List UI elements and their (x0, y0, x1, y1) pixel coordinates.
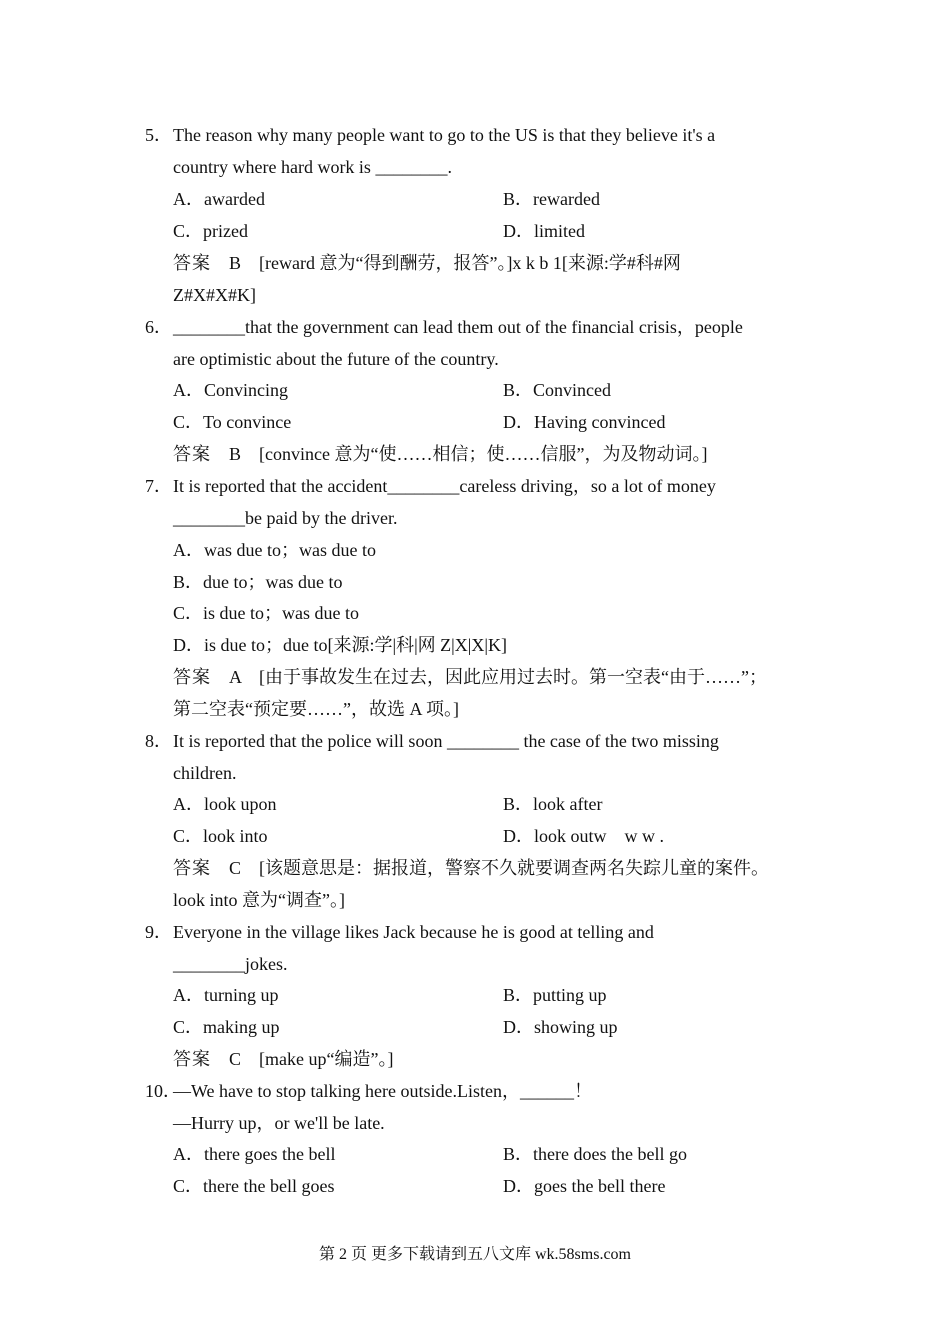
answer-text-continued: Z#X#X#K] (173, 285, 256, 305)
option-c: C．is due to；was due to (173, 603, 359, 623)
question-stem-line: —Hurry up，or we'll be late. (173, 1113, 385, 1133)
question-stem-line: —We have to stop talking here outside.Listen，______！ (173, 1081, 592, 1101)
answer-line (173, 251, 681, 275)
option-b: B．look after (503, 794, 603, 814)
option-b: B．there does the bell go (503, 1144, 687, 1164)
question-number: 9． (145, 922, 172, 942)
answer-line (173, 1047, 393, 1071)
page-footer: 第 2 页 更多下载请到五八文库 wk.58sms.com (318, 1246, 631, 1263)
option-d: D．is due to；due to[来源:学|科|网 Z|X|X|K] (173, 635, 507, 655)
option-c: C．prized (173, 221, 248, 241)
option-c: C．To convince (173, 412, 292, 432)
option-c: C．there the bell goes (173, 1176, 335, 1196)
question-number: 10． (145, 1081, 181, 1101)
option-a: A．look upon (173, 794, 277, 814)
question-stem-line: children. (173, 763, 237, 783)
option-b: B．Convinced (503, 380, 611, 400)
answer-label: 答案 (173, 253, 211, 273)
answer-label: 答案 (173, 1049, 211, 1069)
option-b: B．putting up (503, 985, 607, 1005)
option-d: D．limited (503, 221, 585, 241)
answer-text: B [reward 意为“得到酬劳，报答”。]x k b 1[来源:学#科#网 (229, 253, 681, 273)
option-a: A．was due to；was due to (173, 540, 376, 560)
option-b: B．rewarded (503, 189, 600, 209)
answer-label: 答案 (173, 444, 211, 464)
question-stem-line: are optimistic about the future of the country. (173, 349, 499, 369)
question-stem-line: It is reported that the accident________careless driving，so a lot of money (173, 476, 716, 496)
answer-text-continued: 第二空表“预定要……”，故选 A 项。] (173, 699, 459, 719)
question-stem-line: ________jokes. (173, 954, 288, 974)
answer-line (173, 442, 707, 466)
question-stem-line: The reason why many people want to go to the US is that they believe it's a (173, 125, 716, 145)
question-stem-line: country where hard work is ________. (173, 157, 452, 177)
option-a: A．Convincing (173, 380, 288, 400)
question-number: 7． (145, 476, 172, 496)
answer-line (173, 665, 767, 689)
question-stem-line: Everyone in the village likes Jack because he is good at telling and (173, 922, 654, 942)
question-number: 6． (145, 317, 172, 337)
option-d: D．goes the bell there (503, 1176, 666, 1196)
option-d: D．Having convinced (503, 412, 666, 432)
question-number: 8． (145, 731, 172, 751)
answer-label: 答案 (173, 858, 211, 878)
option-a: A．awarded (173, 189, 265, 209)
question-stem-line: ________that the government can lead them out of the financial crisis，people (173, 317, 743, 337)
answer-label: 答案 (173, 667, 211, 687)
option-d: D．look outw w w . (503, 826, 664, 846)
answer-line (173, 856, 769, 880)
question-stem-line: It is reported that the police will soon ________ the case of the two missing (173, 731, 719, 751)
option-a: A．there goes the bell (173, 1144, 336, 1164)
question-stem-line: ________be paid by the driver. (173, 508, 398, 528)
option-c: C．look into (173, 826, 268, 846)
question-number: 5． (145, 125, 172, 145)
answer-text: C [make up“编造”。] (229, 1049, 394, 1069)
answer-text: C [该题意思是：据报道，警察不久就要调查两名失踪儿童的案件。 (229, 858, 769, 878)
answer-text: B [convince 意为“使……相信；使……信服”，为及物动词。] (229, 444, 708, 464)
answer-text-continued: look into 意为“调查”。] (173, 890, 345, 910)
option-c: C．making up (173, 1017, 280, 1037)
option-a: A．turning up (173, 985, 279, 1005)
option-b: B．due to；was due to (173, 572, 343, 592)
answer-text: A [由于事故发生在过去，因此应用过去时。第一空表“由于……”； (229, 667, 767, 687)
option-d: D．showing up (503, 1017, 618, 1037)
